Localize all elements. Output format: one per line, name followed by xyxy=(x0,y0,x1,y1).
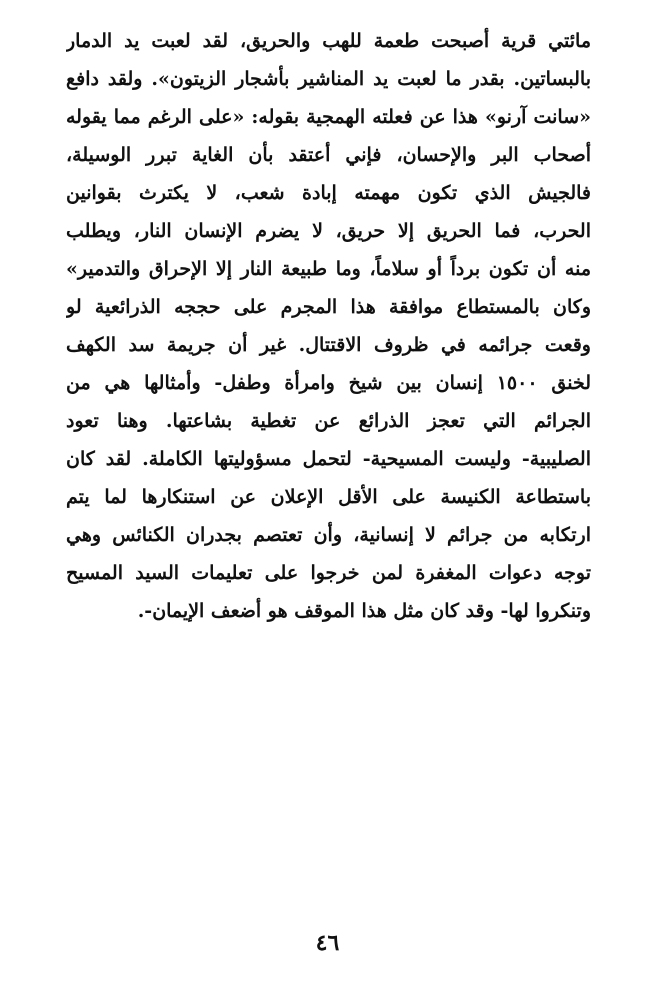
text-line: منه أن تكون برداً أو سلاماً، وما طبيعة النار إلا الإحراق والتدمير» xyxy=(66,258,591,280)
text-line: توجه دعوات المغفرة لمن خرجوا على تعليمات السيد المسيح xyxy=(66,562,591,584)
text-line: باستطاعة الكنيسة على الأقل الإعلان عن استنكارها لما يتم xyxy=(66,486,591,508)
page-number: ٤٦ xyxy=(315,930,340,956)
text-line: وكان بالمستطاع موافقة هذا المجرم على حججه الذرائعية لو xyxy=(66,296,591,318)
text-line: مائتي قرية أصبحت طعمة للهب والحريق، لقد لعبت يد الدمار xyxy=(66,30,591,52)
text-line: بالبساتين. بقدر ما لعبت يد المناشير بأشجار الزيتون». ولقد دافع xyxy=(66,68,591,90)
text-line: الجرائم التي تعجز الذرائع عن تغطية بشاعتها. وهنا تعود xyxy=(66,410,591,432)
body-text xyxy=(66,22,591,630)
text-line: وقعت جرائمه في ظروف الاقتتال. غير أن جريمة سد الكهف xyxy=(66,334,591,356)
text-line: فالجيش الذي تكون مهمته إبادة شعب، لا يكترث بقوانين xyxy=(66,182,591,204)
text-line: أصحاب البر والإحسان، فإني أعتقد بأن الغاية تبرر الوسيلة، xyxy=(66,144,591,166)
text-line: وتنكروا لها- وقد كان مثل هذا الموقف هو أضعف الإيمان-. xyxy=(137,600,591,622)
text-line: الصليبية- وليست المسيحية- لتحمل مسؤوليتها الكاملة. لقد كان xyxy=(66,448,591,470)
text-line: ارتكابه من جرائم لا إنسانية، وأن تعتصم بجدران الكنائس وهي xyxy=(66,524,591,546)
text-line: الحرب، فما الحريق إلا حريق، لا يضرم الإنسان النار، ويطلب xyxy=(66,220,591,242)
text-line: لخنق ١٥٠٠ إنسان بين شيخ وامرأة وطفل- وأمثالها هي من xyxy=(66,372,591,394)
text-line: «سانت آرنو» هذا عن فعلته الهمجية بقوله: «على الرغم مما يقوله xyxy=(66,106,591,128)
